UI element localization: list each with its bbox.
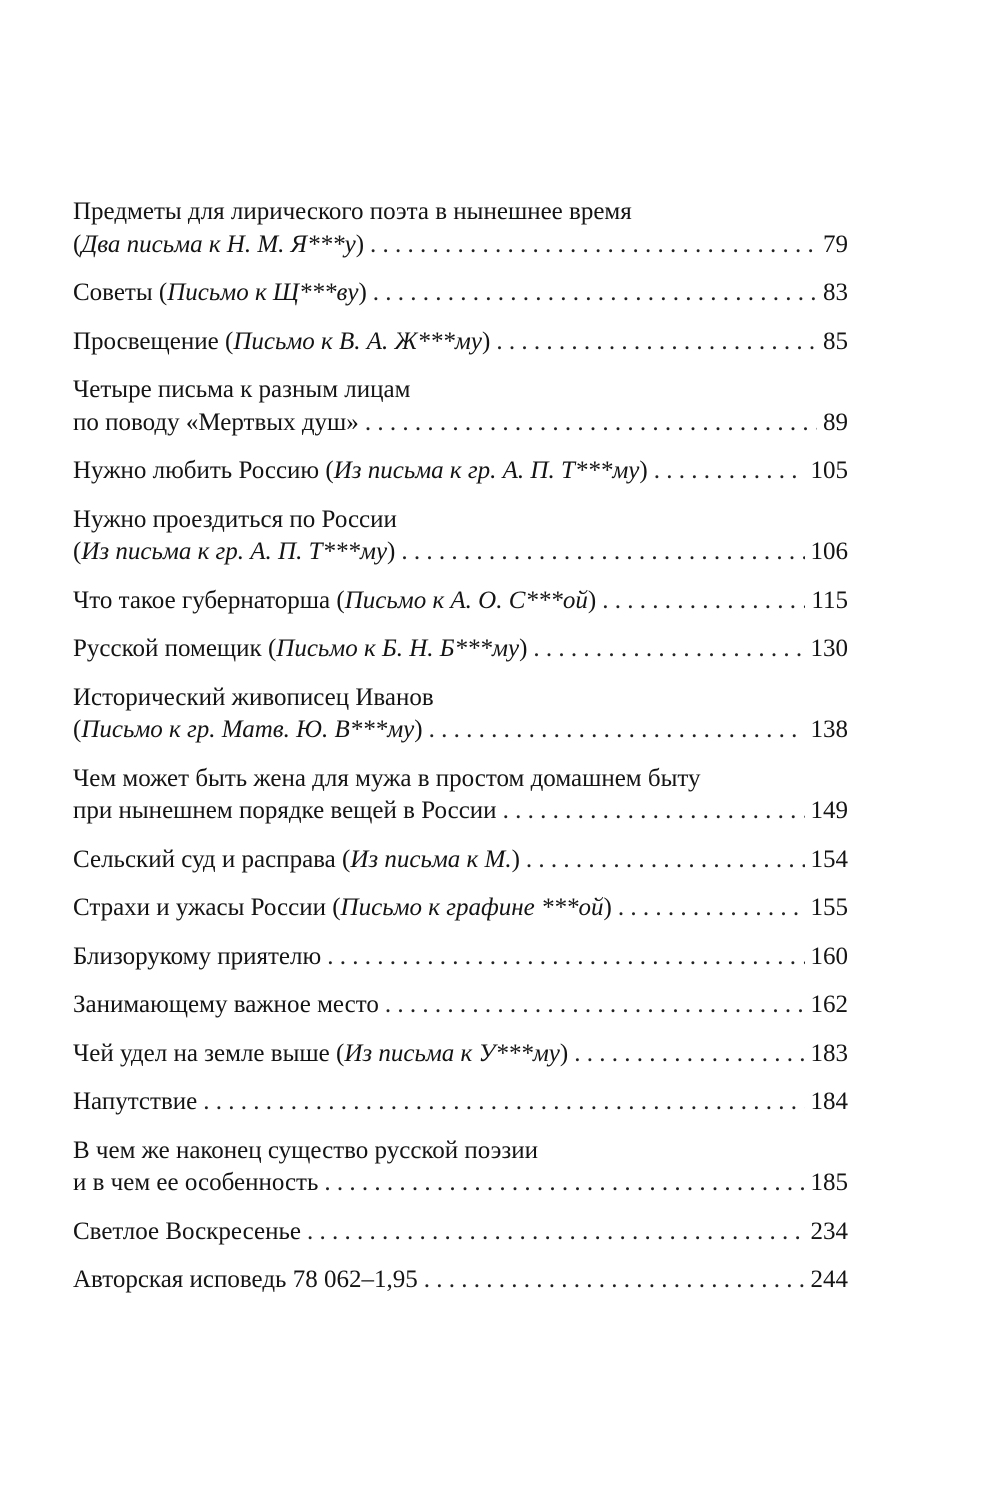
toc-entry-plain-text: Сельский суд и расправа ( xyxy=(73,845,351,873)
dot-leader xyxy=(327,941,804,974)
toc-entry-subtitle: Из письма к гр. А. П. Т***му xyxy=(81,538,388,565)
toc-entry-subtitle: Два письма к Н. М. Я***у xyxy=(81,230,356,258)
toc-entry-text xyxy=(73,844,520,877)
toc-entry-last-line xyxy=(73,1038,848,1071)
toc-entry-text xyxy=(73,941,321,974)
toc-entry-last-line xyxy=(73,536,848,569)
toc-entry-closing-paren: ) xyxy=(603,894,612,921)
toc-entry-page-number: 154 xyxy=(810,845,848,873)
toc-entry-text xyxy=(73,326,490,359)
toc-entry-closing-paren: ) xyxy=(355,230,365,258)
toc-entry-text xyxy=(73,277,367,310)
toc-entry-last-line xyxy=(73,989,848,1022)
toc-entry-plain-text: Русской помещик ( xyxy=(73,635,277,662)
toc-entry-plain-text: Что такое губернаторша ( xyxy=(73,586,345,614)
toc-entry-text xyxy=(73,633,527,666)
toc-entry-page-number: 115 xyxy=(811,586,848,614)
toc-entry-plain-text: ( xyxy=(73,230,82,258)
dot-leader xyxy=(401,536,804,569)
dot-leader xyxy=(370,229,817,262)
toc-entry-last-line xyxy=(73,1086,848,1119)
toc-entry-title-line: Исторический живописец Иванов xyxy=(73,683,434,711)
toc-entry xyxy=(73,455,848,488)
table-of-contents xyxy=(73,196,848,1313)
toc-entry-page-number: 130 xyxy=(810,635,848,662)
toc-entry-closing-paren: ) xyxy=(559,1039,569,1067)
toc-entry-subtitle: Письмо к В. А. Ж***му xyxy=(233,327,482,355)
toc-entry-page-number: 185 xyxy=(810,1169,848,1196)
toc-entry xyxy=(73,374,848,439)
toc-entry-page-number: 83 xyxy=(823,279,848,306)
toc-entry-plain-text: Страхи и ужасы России ( xyxy=(73,894,341,921)
toc-entry-title-line: Нужно проездиться по России xyxy=(73,505,397,533)
dot-leader xyxy=(618,892,805,925)
toc-entry-plain-text: и в чем ее особенность xyxy=(73,1169,319,1196)
toc-entry-closing-paren: ) xyxy=(519,635,528,662)
toc-entry-plain-text: по поводу «Мертвых душ» xyxy=(73,408,359,436)
toc-entry xyxy=(73,1216,848,1249)
dot-leader xyxy=(324,1167,804,1200)
toc-entry-text xyxy=(73,585,596,618)
toc-entry-title-line: В чем же наконец существо русской поэзии xyxy=(73,1136,538,1164)
toc-entry-last-line xyxy=(73,795,848,828)
toc-entry-plain-text: Занимающему важное место xyxy=(73,991,379,1018)
toc-entry xyxy=(73,844,848,877)
toc-entry xyxy=(73,1264,848,1297)
toc-entry-subtitle: Из письма к гр. А. П. Т***му xyxy=(333,457,640,484)
toc-entry-text xyxy=(73,989,379,1022)
toc-entry-closing-paren: ) xyxy=(511,845,520,873)
dot-leader xyxy=(602,585,805,618)
toc-entry-last-line xyxy=(73,229,848,262)
toc-entry-subtitle: Письмо к Б. Н. Б***му xyxy=(276,635,520,662)
toc-entry-page-number: 149 xyxy=(810,797,848,824)
dot-leader xyxy=(203,1086,804,1119)
toc-entry-plain-text: ( xyxy=(73,538,82,565)
toc-entry-page-number: 79 xyxy=(823,230,848,258)
toc-entry xyxy=(73,1086,848,1119)
toc-entry-last-line xyxy=(73,1264,848,1297)
dot-leader xyxy=(496,326,817,359)
toc-entry xyxy=(73,892,848,925)
toc-entry-plain-text: ( xyxy=(73,716,82,743)
toc-entry-text xyxy=(73,407,359,440)
toc-entry-page-number: 85 xyxy=(823,327,848,355)
dot-leader xyxy=(385,989,805,1022)
toc-entry xyxy=(73,196,848,261)
toc-entry-last-line xyxy=(73,633,848,666)
toc-entry-plain-text: Напутствие xyxy=(73,1088,198,1115)
toc-entry-title-line: Четыре письма к разным лицам xyxy=(73,376,411,403)
toc-entry-plain-text: при нынешнем порядке вещей в России xyxy=(73,797,497,824)
toc-entry-closing-paren: ) xyxy=(358,279,367,306)
toc-entry-subtitle: Из письма к М. xyxy=(350,845,512,873)
toc-entry-page-number: 160 xyxy=(810,942,848,970)
toc-entry-last-line xyxy=(73,585,848,618)
toc-entry-last-line xyxy=(73,277,848,310)
toc-entry-last-line xyxy=(73,326,848,359)
toc-entry-page-number: 184 xyxy=(810,1088,848,1115)
toc-entry xyxy=(73,277,848,310)
toc-entry-closing-paren: ) xyxy=(481,327,491,355)
toc-entry-text xyxy=(73,1086,197,1119)
dot-leader xyxy=(424,1264,805,1297)
toc-entry-plain-text: Авторская исповедь 78 062–1,95 xyxy=(73,1266,418,1293)
toc-entry-text xyxy=(73,1216,301,1249)
toc-entry-last-line xyxy=(73,844,848,877)
toc-entry xyxy=(73,763,848,828)
toc-entry-text xyxy=(73,229,364,262)
toc-entry xyxy=(73,989,848,1022)
toc-entry xyxy=(73,682,848,747)
toc-entry-title-line: Чем может быть жена для мужа в простом домашнем быту xyxy=(73,764,701,792)
toc-entry xyxy=(73,1038,848,1071)
toc-entry-text xyxy=(73,795,497,828)
toc-entry-page-number: 162 xyxy=(810,991,848,1018)
toc-entry-subtitle: Из письма к У***му xyxy=(344,1039,560,1067)
toc-entry-subtitle: Письмо к графине ***ой xyxy=(340,894,604,921)
toc-entry-closing-paren: ) xyxy=(587,586,597,614)
toc-entry-subtitle: Письмо к гр. Матв. Ю. В***му xyxy=(81,716,415,743)
toc-entry-last-line xyxy=(73,941,848,974)
toc-entry-plain-text: Нужно любить Россию ( xyxy=(73,457,334,484)
toc-entry-text xyxy=(73,1038,568,1071)
toc-entry-plain-text: Чей удел на земле выше ( xyxy=(73,1039,345,1067)
dot-leader xyxy=(654,455,805,488)
toc-entry-last-line xyxy=(73,892,848,925)
toc-entry xyxy=(73,585,848,618)
toc-entry-page-number: 234 xyxy=(810,1217,848,1245)
toc-entry xyxy=(73,633,848,666)
toc-entry xyxy=(73,1135,848,1200)
toc-entry xyxy=(73,504,848,569)
toc-entry-page-number: 105 xyxy=(810,457,848,484)
toc-entry xyxy=(73,326,848,359)
toc-entry-last-line xyxy=(73,1216,848,1249)
toc-entry-page-number: 244 xyxy=(810,1266,848,1293)
dot-leader xyxy=(526,844,805,877)
toc-entry-plain-text: Светлое Воскресенье xyxy=(73,1217,301,1245)
dot-leader xyxy=(373,277,817,310)
toc-entry-page-number: 138 xyxy=(810,716,848,743)
toc-entry-last-line xyxy=(73,455,848,488)
dot-leader xyxy=(533,633,804,666)
toc-entry-subtitle: Письмо к А. О. С***ой xyxy=(344,586,588,614)
toc-entry-closing-paren: ) xyxy=(639,457,648,484)
toc-entry-plain-text: Просвещение ( xyxy=(73,327,234,355)
dot-leader xyxy=(574,1038,804,1071)
toc-entry-text xyxy=(73,1167,318,1200)
toc-entry-title-line: Предметы для лирического поэта в нынешнее время xyxy=(73,198,632,225)
toc-entry-text xyxy=(73,1264,418,1297)
toc-entry-text xyxy=(73,536,395,569)
toc-entry-text xyxy=(73,455,648,488)
dot-leader xyxy=(429,714,805,747)
toc-entry-plain-text: Советы ( xyxy=(73,279,168,306)
toc-entry-page-number: 106 xyxy=(810,538,848,565)
toc-entry-page-number: 183 xyxy=(810,1039,848,1067)
dot-leader xyxy=(365,407,817,440)
toc-entry-text xyxy=(73,892,612,925)
toc-entry-page-number: 89 xyxy=(823,408,848,436)
dot-leader xyxy=(307,1216,805,1249)
toc-entry-closing-paren: ) xyxy=(387,538,396,565)
toc-entry-last-line xyxy=(73,714,848,747)
toc-entry-closing-paren: ) xyxy=(414,716,423,743)
toc-entry xyxy=(73,941,848,974)
dot-leader xyxy=(503,795,805,828)
toc-entry-last-line xyxy=(73,407,848,440)
toc-entry-plain-text: Близорукому приятелю xyxy=(73,942,322,970)
toc-entry-subtitle: Письмо к Щ***ву xyxy=(167,279,359,306)
toc-entry-page-number: 155 xyxy=(810,894,848,921)
toc-entry-text xyxy=(73,714,423,747)
toc-entry-last-line xyxy=(73,1167,848,1200)
